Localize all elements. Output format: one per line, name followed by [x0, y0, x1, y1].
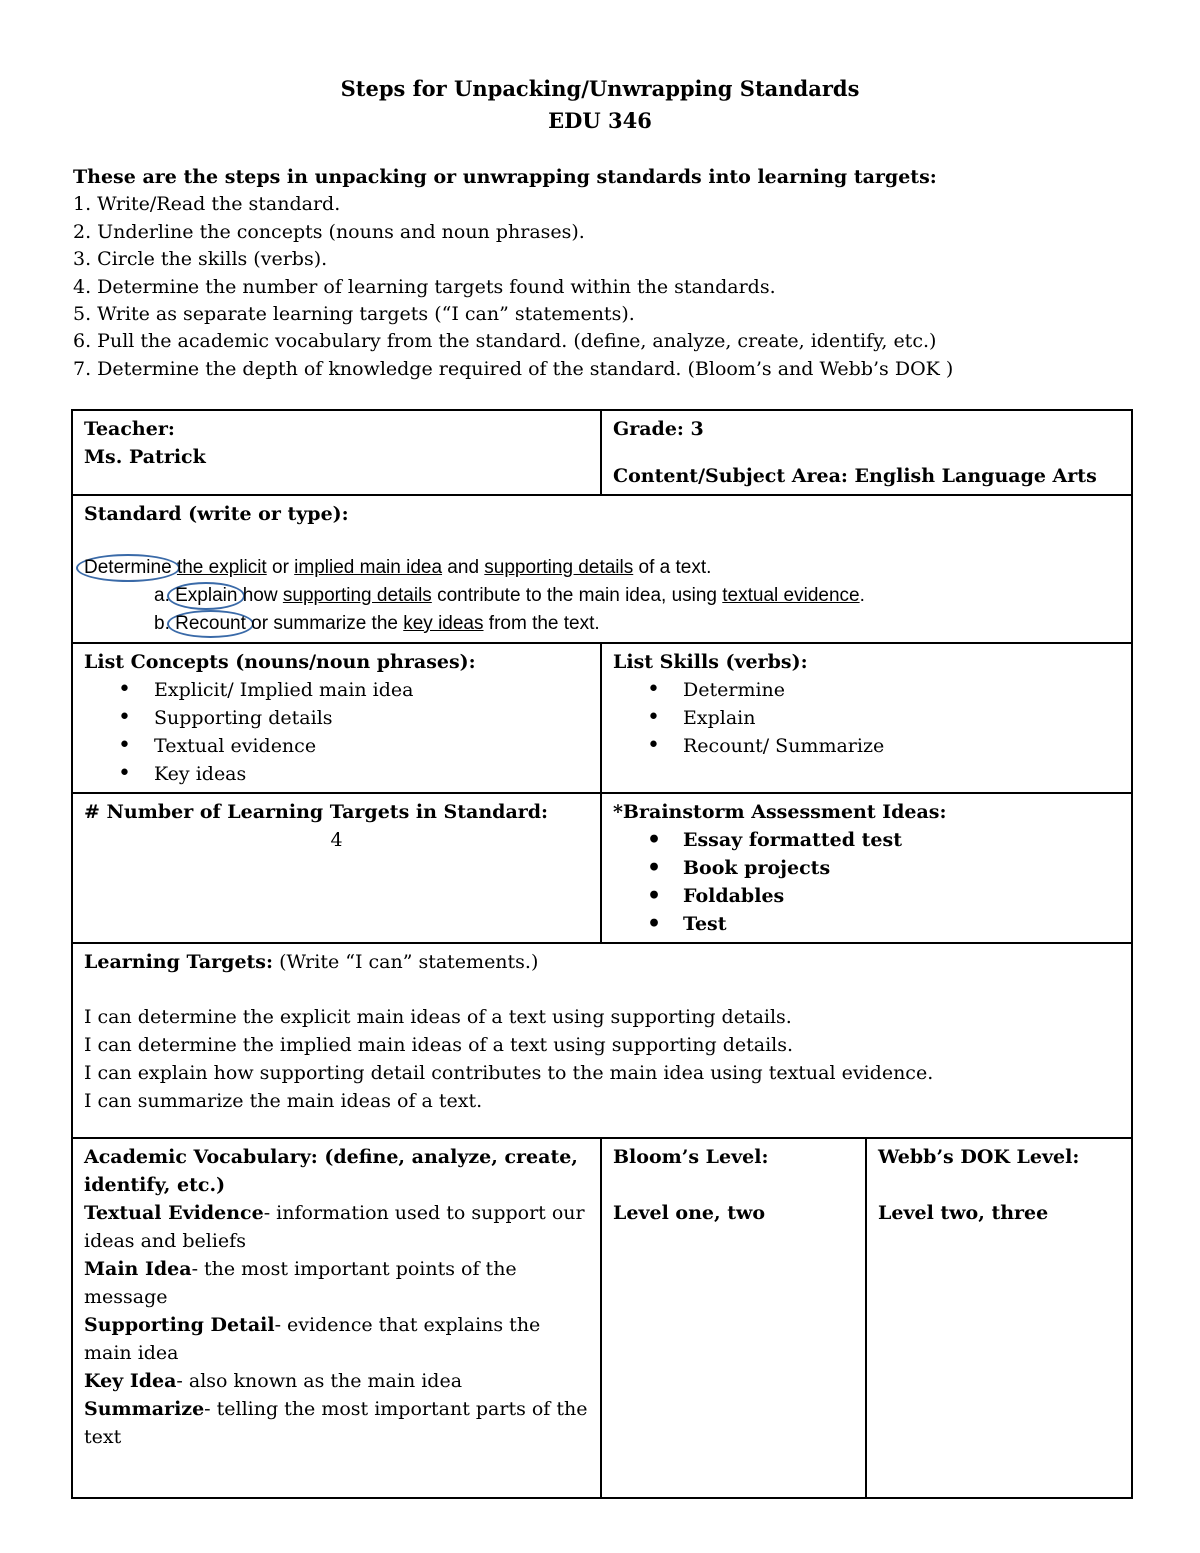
vocab-def: - the most important points of the message [84, 1258, 517, 1308]
subject-area: Content/Subject Area: English Language Arts [613, 465, 1097, 487]
standard-line-1 [84, 554, 1120, 582]
grade-label: Grade: 3 [613, 418, 704, 440]
assessment-list [613, 826, 1120, 938]
learning-target: I can determine the implied main ideas of a text using supporting details. [84, 1034, 794, 1056]
vocab-term: Textual Evidence [84, 1202, 264, 1224]
concepts-label: List Concepts (nouns/noun phrases): [84, 651, 476, 673]
grade-cell [601, 410, 1132, 495]
vocab-entry [84, 1311, 589, 1367]
blooms-cell [601, 1138, 866, 1498]
vocab-term: Summarize [84, 1398, 205, 1420]
step-1: 1. Write/Read the standard. [73, 193, 341, 216]
concept-underline: the explicit [176, 557, 267, 578]
course-code: EDU 346 [548, 108, 652, 133]
list-item: • Determine [683, 676, 1120, 704]
standard-line-3 [84, 610, 1120, 638]
learning-targets-label: Learning Targets: [84, 951, 274, 973]
teacher-cell [72, 410, 601, 495]
vocab-def: - information used to support our ideas and beliefs [84, 1202, 585, 1252]
webbs-label: Webb’s DOK Level: [878, 1146, 1080, 1168]
page-title: Steps for Unpacking/Unwrapping Standards [340, 76, 860, 101]
skills-list [613, 676, 1120, 760]
concept-underline: textual evidence [722, 585, 860, 606]
step-2: 2. Underline the concepts (nouns and noun phrases). [73, 220, 585, 243]
concept-underline: supporting details [282, 585, 432, 606]
concept-underline: supporting details [484, 557, 634, 578]
targets-count-label: # Number of Learning Targets in Standard: [84, 801, 549, 823]
list-item: • Supporting details [154, 704, 589, 732]
teacher-label: Teacher: [84, 418, 175, 440]
step-4: 4. Determine the number of learning targets found within the standards. [73, 275, 776, 298]
vocab-def: - also known as the main idea [176, 1370, 463, 1392]
vocab-def: - telling the most important parts of the text [84, 1398, 588, 1448]
vocab-term: Key Idea [84, 1370, 177, 1392]
intro-lead: These are the steps in unpacking or unwrapping standards into learning targets: [73, 166, 937, 188]
vocab-def: - evidence that explains the main idea [84, 1314, 541, 1364]
webbs-value: Level two, three [878, 1202, 1049, 1224]
standard-text: from the text. [483, 613, 600, 634]
list-item: • Key ideas [154, 760, 589, 788]
blooms-label: Bloom’s Level: [613, 1146, 769, 1168]
list-item: • Explain [683, 704, 1120, 732]
standard-text: contribute to the main idea, using [431, 585, 723, 606]
learning-targets-heading [84, 948, 1120, 976]
vocab-cell [72, 1138, 601, 1498]
webbs-cell [866, 1138, 1132, 1498]
list-item: • Textual evidence [154, 732, 589, 760]
standard-text: . [859, 585, 865, 606]
vocab-term: Main Idea [84, 1258, 192, 1280]
concepts-list [84, 676, 589, 788]
teacher-name: Ms. Patrick [84, 446, 206, 468]
step-3: 3. Circle the skills (verbs). [73, 248, 328, 271]
list-item: • Explicit/ Implied main idea [154, 676, 589, 704]
list-item: • Recount/ Summarize [683, 732, 1120, 760]
standard-line-2 [84, 582, 1120, 610]
list-item: • Book projects [683, 854, 1120, 882]
blooms-value: Level one, two [613, 1202, 766, 1224]
standard-text: how [237, 585, 283, 606]
learning-target: I can determine the explicit main ideas of a text using supporting details. [84, 1006, 792, 1028]
standard-label: Standard (write or type): [84, 503, 349, 525]
skills-label: List Skills (verbs): [613, 651, 808, 673]
vocab-label: Academic Vocabulary: (define, analyze, create, identify, etc.) [84, 1146, 578, 1196]
vocab-term: Supporting Detail [84, 1314, 275, 1336]
standard-text: or summarize the [245, 613, 404, 634]
vocab-entry [84, 1199, 589, 1255]
list-item: • Foldables [683, 882, 1120, 910]
vocab-entry [84, 1367, 589, 1395]
skill-circle-recount: Recount [167, 610, 254, 638]
learning-target: I can summarize the main ideas of a text. [84, 1090, 483, 1112]
concept-underline: key ideas [403, 613, 484, 634]
step-7: 7. Determine the depth of knowledge required of the standard. (Bloom’s and Webb’s DOK ) [73, 357, 954, 380]
concept-underline: implied main idea [294, 557, 443, 578]
assessment-label: *Brainstorm Assessment Ideas: [613, 801, 947, 823]
skill-circle-explain: Explain [167, 582, 245, 610]
learning-target: I can explain how supporting detail contributes to the main idea using textual evidence. [84, 1062, 934, 1084]
standard-text: a. [154, 585, 176, 606]
vocab-entry [84, 1395, 589, 1451]
learning-targets-cell [72, 943, 1132, 1138]
standard-cell [72, 495, 1132, 643]
concepts-cell [72, 643, 601, 793]
step-6: 6. Pull the academic vocabulary from the standard. (define, analyze, create, identify, etc.) [73, 330, 937, 353]
targets-count-value: 4 [330, 829, 343, 851]
targets-count-cell [72, 793, 601, 943]
standard-text: and [442, 557, 485, 578]
intro-section [73, 164, 1133, 383]
list-item: • Essay formatted test [683, 826, 1120, 854]
standard-text: b. [154, 613, 176, 634]
standard-text: of a text. [633, 557, 712, 578]
learning-targets-note: (Write “I can” statements.) [273, 951, 539, 973]
unpacking-table [71, 409, 1133, 1499]
vocab-entry [84, 1255, 589, 1311]
step-5: 5. Write as separate learning targets (“I can” statements). [73, 303, 635, 326]
assessment-cell [601, 793, 1132, 943]
list-item: • Test [683, 910, 1120, 938]
skills-cell [601, 643, 1132, 793]
standard-text: or [266, 557, 295, 578]
skill-circle-determine: Determine [76, 554, 180, 582]
